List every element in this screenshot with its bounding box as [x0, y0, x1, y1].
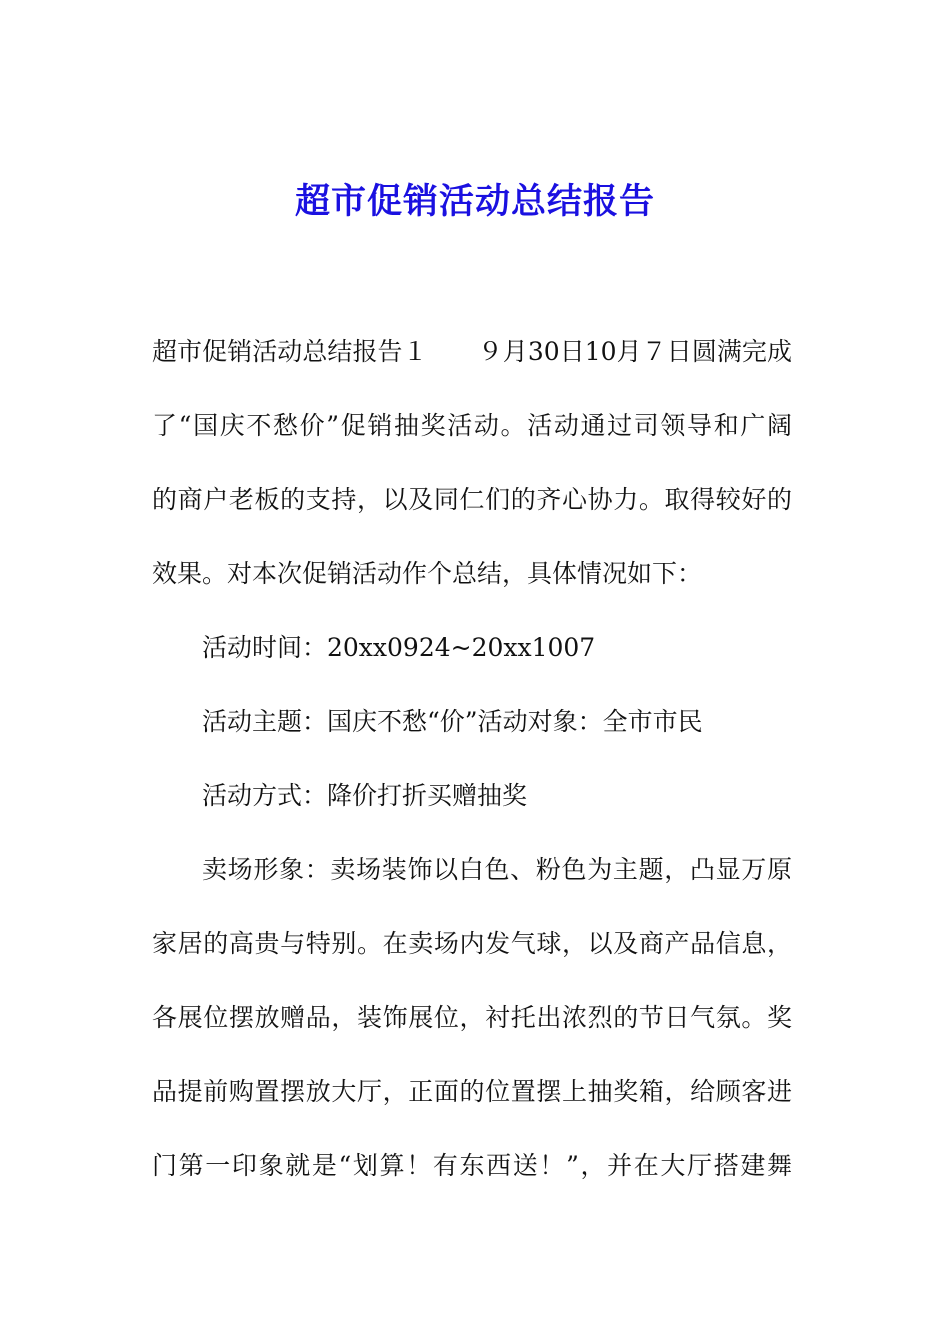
paragraph-line: 活动方式：降价打折买赠抽奖 [202, 781, 528, 810]
paragraph-line: 门第一印象就是“划算！有东西送！”，并在大厅搭建舞 [152, 1151, 792, 1180]
paragraph-line: 品提前购置摆放大厅，正面的位置摆上抽奖箱，给顾客进 [152, 1077, 792, 1106]
paragraph-line: 卖场形象：卖场装饰以白色、粉色为主题，凸显万原 [202, 855, 792, 884]
paragraph-line: 超市促销活动总结报告１ ９月30日10月７日圆满完成 [152, 337, 792, 366]
paragraph-line: 各展位摆放赠品，装饰展位，衬托出浓烈的节日气氛。奖 [152, 1003, 792, 1032]
paragraph-line: 家居的高贵与特别。在卖场内发气球，以及商产品信息， [152, 929, 792, 958]
paragraph-line: 的商户老板的支持，以及同仁们的齐心协力。取得较好的 [152, 485, 792, 514]
paragraph-line: 活动主题：国庆不愁“价”活动对象：全市市民 [202, 707, 703, 736]
paragraph-line: 效果。对本次促销活动作个总结，具体情况如下： [152, 559, 703, 588]
paragraph-line: 了“国庆不愁价”促销抽奖活动。活动通过司领导和广阔 [152, 411, 792, 440]
paragraph-line: 活动时间：20xx0924~20xx1007 [202, 633, 596, 662]
page-title: 超市促销活动总结报告 [294, 181, 655, 222]
